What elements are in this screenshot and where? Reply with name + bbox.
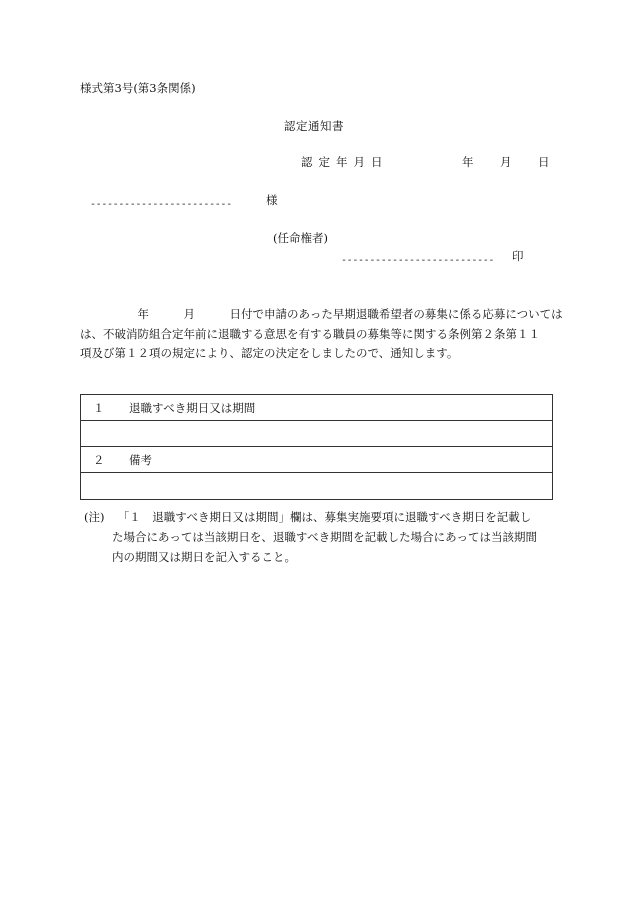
footnote-line: 「１ 退職すべき期日又は期間」欄は、募集実施要項に退職すべき期日を記載し xyxy=(112,510,532,524)
authority-signature-line: --------------------------- xyxy=(341,255,495,266)
date-label-char: 年 xyxy=(336,155,348,169)
addressee-name-line: ------------------------- xyxy=(90,199,232,210)
date-label-char: 月 xyxy=(353,155,365,169)
date-day: 日 xyxy=(538,155,550,169)
appointing-authority-label: (任命権者) xyxy=(273,231,328,245)
notice-body xyxy=(80,305,563,364)
row-label: 退職すべき期日又は期間 xyxy=(129,400,256,415)
table-row xyxy=(81,473,552,499)
footnote-line: 内の期間又は期日を記入すること。 xyxy=(112,550,296,564)
details-table xyxy=(80,394,553,500)
body-line: 年 月 日付で申請のあった早期退職希望者の募集に係る応募については xyxy=(80,307,563,321)
body-line: 項及び第１２項の規定により、認定の決定をしましたので、通知します。 xyxy=(80,346,459,360)
body-line: は、不破消防組合定年前に退職する意思を有する職員の募集等に関する条例第２条第１１ xyxy=(80,326,540,341)
row-number: ２ xyxy=(93,452,105,467)
date-label-char: 認 xyxy=(301,155,313,169)
date-label-char: 定 xyxy=(318,155,330,169)
date-label-char: 日 xyxy=(371,155,383,169)
footnote-text xyxy=(112,507,552,567)
row-label: 備考 xyxy=(129,452,152,467)
addressee-honorific: 様 xyxy=(266,193,278,207)
seal-mark: 印 xyxy=(512,249,524,263)
document-title: 認定通知書 xyxy=(284,119,344,133)
table-row xyxy=(81,421,552,447)
footnote-label: (注) xyxy=(84,510,105,524)
date-fields xyxy=(462,155,550,169)
date-year: 年 xyxy=(462,155,474,169)
footnote-line: た場合にあっては当該期日を、退職すべき期間を記載した場合にあっては当該期間 xyxy=(112,530,538,544)
table-row xyxy=(81,395,552,421)
certification-date-label xyxy=(301,155,389,169)
form-number: 様式第3号(第3条関係) xyxy=(80,81,196,95)
table-row xyxy=(81,447,552,473)
date-month: 月 xyxy=(500,155,512,169)
row-number: １ xyxy=(93,400,105,415)
